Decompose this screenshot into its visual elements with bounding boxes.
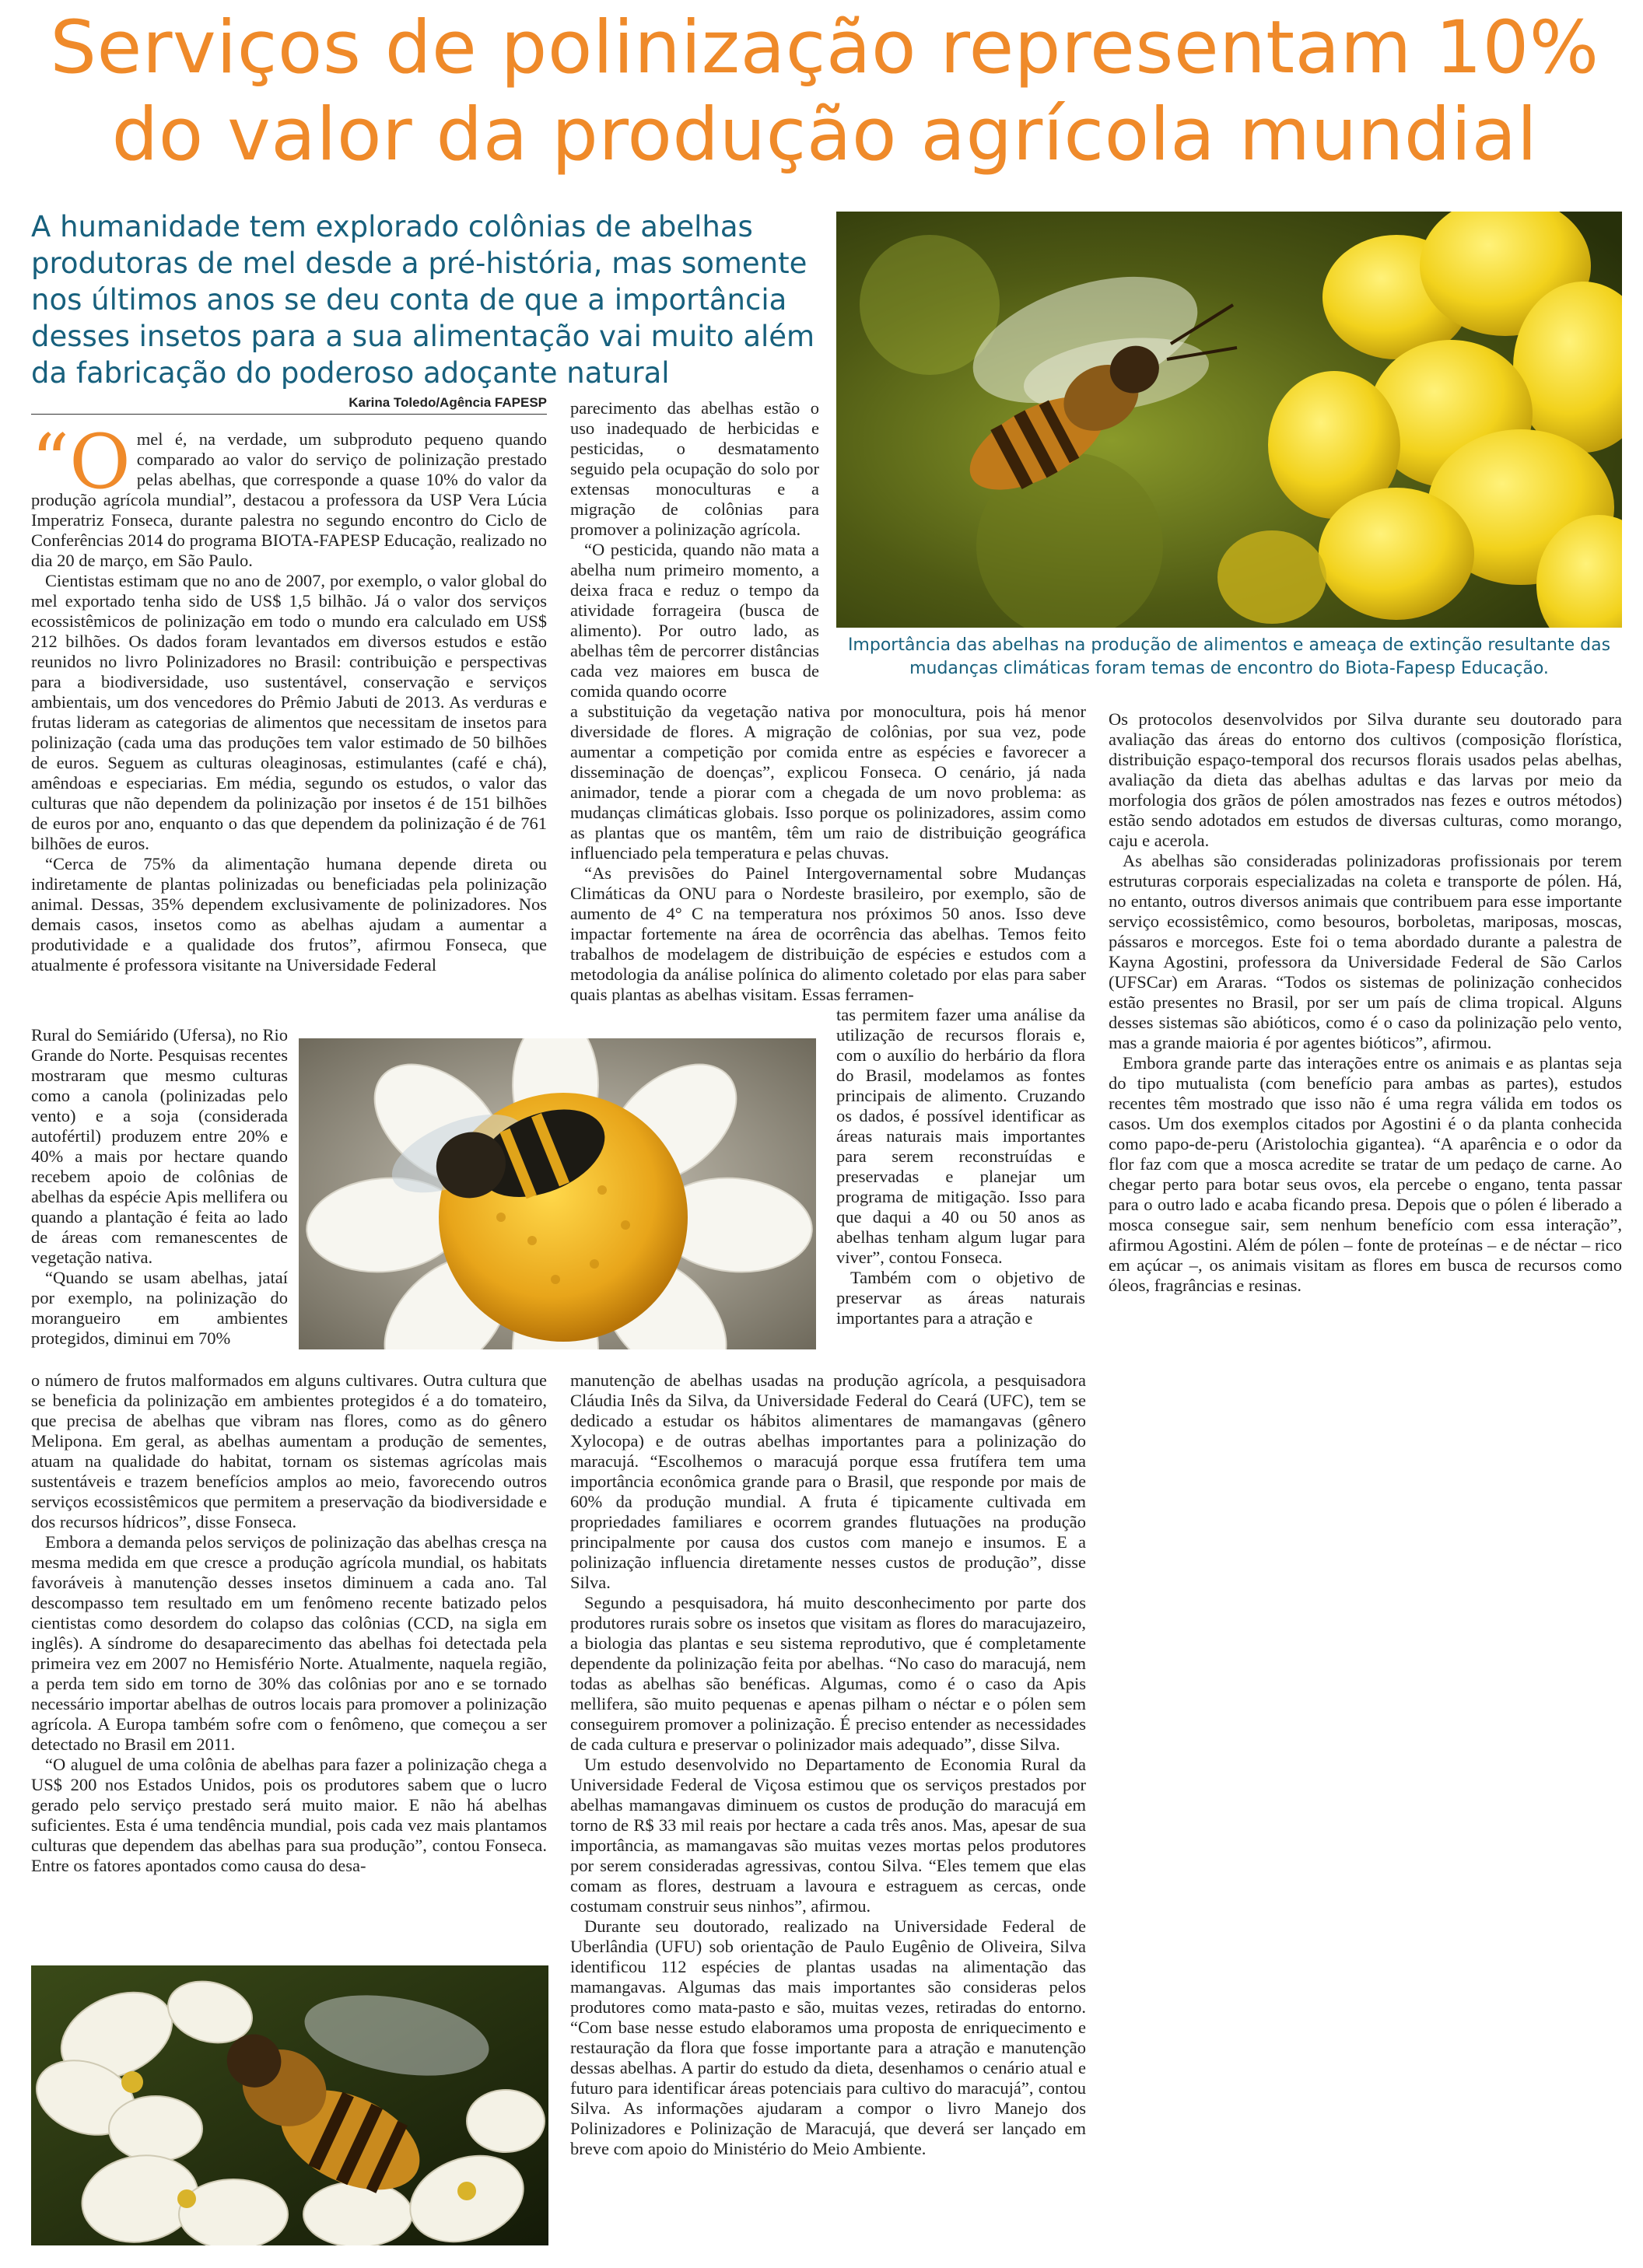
photo-bee-white-flowers-image (31, 1965, 548, 2245)
article-column-1-wrap (31, 1025, 288, 1349)
article-paragraph: Segundo a pesquisadora, há muito desconhecimento por parte dos produtores rurais sobre os insetos que visitam as flores do maracujazeiro, a biologia das plantas e seu sistema reprodutivo, que é completamente dependente da polinização feita por abelhas. “No caso do maracujá, nem todas as abelhas são benéficas. Algumas, como é o caso da Apis mellifera, são muito pequenas e apenas pilham o néctar e o pólen sem conseguirem promover a polinização. É preciso entender as necessidades de cada cultura e preservar o polinizador mais adequado”, disse Silva. (570, 1593, 1086, 1754)
article-paragraph: Embora grande parte das interações entre os animais e as plantas seja do tipo mutualista (com benefício para ambas as partes), estudos recentes têm mostrado que isso não é uma regra válida em todos os casos. Um dos exemplos citados por Agostini é o da planta conhecida como papo-de-peru (Aristolochia gigantea). “A aparência e o odor da flor faz com que a mosca acredite se tratar de um pedaço de carne. Ao chegar perto para botar seus ovos, ela percebe o engano, tenta passar para o outro lado e acaba ficando presa. Depois que o pólen é liberado a mosca consegue sair, sem nenhum benefício com essa interação”, afirmou Agostini. Além de pólen – fonte de proteínas – e de néctar – rico em açúcar –, os animais visitam as flores em busca de recursos como óleos, fragrâncias e resinas. (1109, 1053, 1622, 1295)
article-paragraph: manutenção de abelhas usadas na produção agrícola, a pesquisadora Cláudia Inês da Silva, da Universidade Federal do Ceará (UFC), tem se dedicado a estudar os hábitos alimentares de mamangavas (gênero Xylocopa) e de outras abelhas importantes para a polinização do maracujá. “Escolhemos o maracujá porque essa frutífera tem uma importância econômica grande para o Brasil, que responde por mais de 60% da produção mundial. A fruta é tipicamente cultivada em propriedades familiares e ocorrem grandes flutuações na produção principalmente por causa dos custos com manejo e insumos. E a polinização influencia diretamente nesses custos de produção”, disse Silva. (570, 1370, 1086, 1592)
headline (31, 5, 1618, 179)
article-paragraph: Um estudo desenvolvido no Departamento de Economia Rural da Universidade Federal de Viçosa estimou que os serviços prestados por abelhas mamangavas diminuem os custos de produção do maracujá em torno de R$ 33 mil reais por hectare a cada três anos. Mas, apesar de sua importância, as mamangavas são muitas vezes mortas pelos produtores por serem consideradas agressivas, contou Silva. “Eles temem que elas comam as flores, destruam a lavoura e estraguem as cercas, onde costumam construir seus ninhos”, afirmou. (570, 1755, 1086, 1916)
article-paragraph: Durante seu doutorado, realizado na Universidade Federal de Uberlândia (UFU) sob orientação de Paulo Eugênio de Oliveira, Silva identificou 112 espécies de plantas usadas na alimentação das mamangavas. Algumas das mais importantes são consideras pelos produtores como mata-pasto e são, muitas vezes, retiradas do entorno. “Com base nesse estudo elaboramos uma proposta de enriquecimento e restauração da flora que fosse importante para a atração e manutenção dessas abelhas. A partir do estudo da dieta, desenhamos o cenário atual e futuro para identificar áreas potenciais para cultivo do maracujá”, contou Silva. As informações ajudaram a compor o livro Manejo dos Polinizadores e Polinização de Maracujá, que deverá ser lançado em breve com apoio do Ministério do Meio Ambiente. (570, 1916, 1086, 2158)
article-column-1-top (31, 418, 547, 975)
article-paragraph: As abelhas são consideradas polinizadoras profissionais por terem estruturas corporais especializadas na coleta e transporte de pólen. Há, no entanto, outros diversos animais que contribuem para esse importante serviço ecossistêmico, como besouros, borboletas, mariposas, moscas, pássaros e morcegos. Este foi o tema abordado durante a palestra de Kayna Agostini, professora da Universidade Federal de São Carlos (UFSCar) em Araras. “Todos os sistemas de polinização conhecidos estão presentes no Brasil, por ser um país de clima tropical. Alguns desses sistemas são abióticos, como é o caso da polinização pelo vento, mas a grande maioria é por agentes bióticos”, afirmou. (1109, 851, 1622, 1052)
photo-fly-on-daisy (299, 1038, 816, 1349)
photo-bee-white-flowers (31, 1965, 548, 2245)
article-column-2-top (570, 398, 819, 702)
article-paragraph: “O pesticida, quando não mata a abelha num primeiro momento, a deixa fraca e reduz o tempo da atividade forrageira (busca de alimento). Por outro lado, as abelhas têm de percorrer distâncias cada vez maiores em busca de comida quando ocorre (570, 540, 819, 701)
article-paragraph: “As previsões do Painel Intergovernamental sobre Mudanças Climáticas da ONU para o Nordeste brasileiro, por exemplo, são de aumento de 4° C na temperatura nos próximos 50 anos. Isso deve impactar fortemente na área de ocorrência das abelhas. Temos feito trabalhos de modelagem de distribuição de espécies e estudos com a metodologia da análise polínica do alimento coletado por elas para saber quais plantas as abelhas visitam. Essas ferramen- (570, 863, 1086, 1004)
article-column-3 (1109, 709, 1622, 1296)
article-paragraph: Os protocolos desenvolvidos por Silva durante seu doutorado para avaliação das áreas do entorno dos cultivos (composição florística, distribuição espaço-temporal dos recursos florais usados pelas abelhas, avaliação da dieta das abelhas adultas e das larvas por meio da morfologia dos grãos de pólen amostrados nas fezes e outros métodos) estão sendo adotados em estudos de diversas culturas, como morango, caju e acerola. (1109, 709, 1622, 850)
article-paragraph: “Quando se usam abelhas, jataí por exemplo, na polinização do morangueiro em ambientes protegidos, diminui em 70% (31, 1268, 288, 1348)
photo-bee-yellow-flowers (836, 212, 1622, 628)
article-paragraph: parecimento das abelhas estão o uso inadequado de herbicidas e pesticidas, o desmatamento seguido pela ocupação do solo por extensas monoculturas e a migração de colônias para promover a polinização agrícola. (570, 398, 819, 539)
article-paragraph: a substituição da vegetação nativa por monocultura, pois há menor diversidade de flores. A migração de colônias, por sua vez, pode aumentar a competição por comida entre as espécies e favorecer a disseminação de doenças”, explicou Fonseca. O cenário, já nada animador, tende a piorar com a chegada de um novo problema: as mudanças climáticas globais. Isso porque os polinizadores, assim como as plantas que os mantêm, têm um raio de distribuição geográfica influenciado pela temperatura e pelas chuvas. (570, 702, 1086, 863)
byline: Karina Toledo/Agência FAPESP (349, 395, 547, 410)
article-paragraph: tas permitem fazer uma análise da utilização de recursos florais e, com o auxílio do herbário da flora do Brasil, modelamos as fontes principais de alimento. Cruzando os dados, é possível identificar as áreas naturais mais importantes para serem reconstruídas e preservadas e planejar um programa de mitigação. Isso para que daqui a 40 ou 50 anos as abelhas tenham algum lugar para viver”, contou Fonseca. (836, 1005, 1085, 1267)
article-paragraph: “Cerca de 75% da alimentação humana depende direta ou indiretamente de plantas polinizadas ou beneficiadas pela polinização animal. Dessas, 35% dependem exclusivamente de polinizadores. Nos demais casos, insetos como as abelhas ajudam a aumentar a produtividade e a qualidade dos frutos”, afirmou Fonseca, que atualmente é professora visitante na Universidade Federal (31, 854, 547, 975)
byline-rule (31, 414, 547, 415)
article-paragraph: Embora a demanda pelos serviços de polinização das abelhas cresça na mesma medida em que cresce a produção agrícola mundial, os habitats favoráveis à manutenção desses insetos diminuem a cada ano. Tal descompasso tem resultado em um fenômeno recente batizado pelos cientistas como desordem do colapso das colônias (CCD, na sigla em inglês). A síndrome do desaparecimento das abelhas foi detectada pela primeira vez em 2007 no Hemisfério Norte. Atualmente, naquela região, a perda tem sido em torno de 30% das colônias por ano e se tornado necessário importar abelhas de outros locais para promover a polinização agrícola. A Europa também sofre com o fenômeno, que começou a ser detectado no Brasil em 2011. (31, 1532, 547, 1754)
article-paragraph: “Omel é, na verdade, um subproduto pequeno quando comparado ao valor do serviço de polinização prestado pelas abelhas, que corresponde a quase 10% do valor da produção agrícola mundial”, destacou a professora da USP Vera Lúcia Imperatriz Fonseca, durante palestra no segundo encontro do Ciclo de Conferências 2014 do programa BIOTA-FAPESP Educação, realizado no dia 20 de março, em São Paulo. (31, 418, 547, 570)
article-paragraph: Rural do Semiárido (Ufersa), no Rio Grande do Norte. Pesquisas recentes mostraram que mesmo culturas como a canola (polinizadas pelo vento) e a soja (considerada autofértil) produzem entre 20% e 40% a mais por hectare quando recebem apoio de colônias de abelhas da espécie Apis mellifera ou quando a plantação é feita ao lado de áreas com remanescentes de vegetação nativa. (31, 1025, 288, 1267)
photo-fly-on-daisy-image (299, 1038, 816, 1349)
headline-line-2: do valor da produção agrícola mundial (111, 93, 1538, 177)
article-column-2-mid (570, 702, 1086, 1005)
article-paragraph: Também com o objetivo de preservar as áreas naturais importantes para a atração e (836, 1268, 1085, 1328)
photo-caption: Importância das abelhas na produção de alimentos e ameaça de extinção resultante das mudanças climáticas foram temas de encontro do Biota-Fapesp Educação. (847, 635, 1611, 678)
article-column-2-bottom (570, 1370, 1086, 2159)
article-paragraph: Cientistas estimam que no ano de 2007, por exemplo, o valor global do mel exportado tenha sido de US$ 1,5 bilhão. Já o valor dos serviços ecossistêmicos de polinização em todo o mundo era calculado em US$ 212 bilhões. Os dados foram levantados em diversos estudos e estão reunidos no livro Polinizadores no Brasil: contribuição e perspectivas para a biodiversidade, uso sustentável, conservação e serviços ambientais, um dos vencedores do Prêmio Jabuti de 2013. As verduras e frutas lideram as categorias de alimentos que necessitam de insetos para polinização (cada uma das produções tem valor estimado de 50 bilhões de euros. Seguem as culturas oleaginosas, estimulantes (café e chá), amêndoas e especiarias. Em média, segundo os estudos, o valor das culturas que não dependem da polinização por insetos é de 151 bilhões de euros por ano, enquanto o das que dependem da polinização é de 761 bilhões de euros. (31, 571, 547, 853)
deck: A humanidade tem explorado colônias de abelhas produtoras de mel desde a pré-história, mas somente nos últimos anos se deu conta de que a importância desses insetos para a sua alimentação vai muito além da fabricação do poderoso adoçante natural (31, 210, 815, 390)
article-paragraph: “O aluguel de uma colônia de abelhas para fazer a polinização chega a US$ 200 nos Estados Unidos, pois os produtores sabem que o lucro gerado pelo serviço prestado será muito maior. E não há abelhas suficientes. Esta é uma tendência mundial, pois cada vez mais plantamos culturas que dependem das abelhas para sua produção”, contou Fonseca. Entre os fatores apontados como causa do desa- (31, 1755, 547, 1875)
drop-quote-initial: “O (31, 418, 131, 506)
article-column-1-bottom (31, 1370, 547, 1876)
headline-line-1: Serviços de polinização representam 10% (50, 5, 1599, 90)
photo-bee-yellow-flowers-image (836, 212, 1622, 628)
article-column-2-narrow (836, 1005, 1085, 1328)
article-paragraph: o número de frutos malformados em alguns cultivares. Outra cultura que se beneficia da polinização em ambientes protegidos é a do tomateiro, que precisa de abelhas que vibram nas flores, como as do gênero Melipona. Em geral, as abelhas aumentam a produção de sementes, atuam na qualidade do habitat, tornam os sistemas agrícolas mais sustentáveis e trazem benefícios amplos ao meio, favorecendo outros serviços ecossistêmicos que permitem a preservação da biodiversidade e dos recursos hídricos”, disse Fonseca. (31, 1370, 547, 1531)
